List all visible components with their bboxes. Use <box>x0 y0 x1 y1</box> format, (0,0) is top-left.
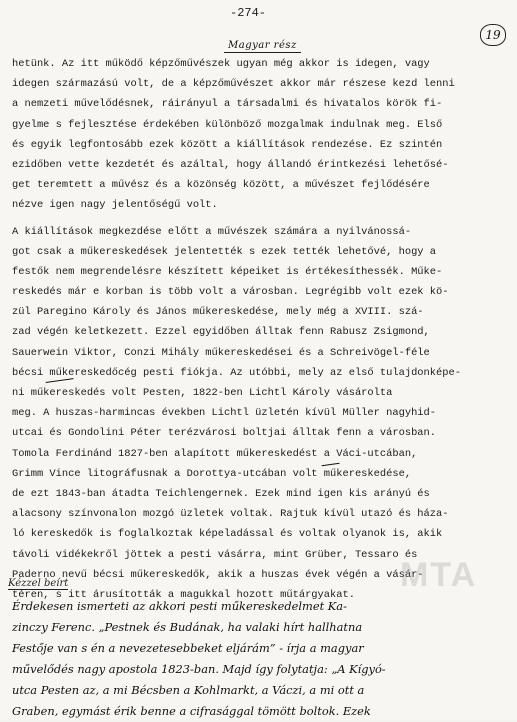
text-line: zad végén keletkezett. Ezzel egyidőben álltak fenn Rabusz Zsigmond, <box>12 326 430 339</box>
text-line: alacsony színvonalon mozgó üzletek voltak. Rajtuk kívül utazó és háza- <box>12 508 449 521</box>
handwritten-line: zinczy Ferenc. „Pestnek és Budának, ha valaki hírt hallhatna <box>12 620 363 634</box>
folio-number: 19 <box>480 24 506 46</box>
handwritten-line: művelődés nagy apostola 1823-ban. Majd így folytatja: „A Kígyó- <box>12 662 386 676</box>
text-line: gyelme s fejlesztése érdekében különböző mozgalmak indulnak meg. Első <box>12 118 443 131</box>
text-line: nézve igen nagy jelentőségű volt. <box>12 199 218 212</box>
handwritten-line: utca Pesten az, a mi Bécsben a Kohlmarkt, a Váczi, a mi ott a <box>12 683 365 697</box>
text-line: ló kereskedők is foglalkoztak képeladással és voltak olyanok is, akik <box>12 528 443 541</box>
text-line: meg. A huszas-harmincas években Lichtl üzletén kívül Müller nagyhid- <box>12 407 437 420</box>
page-number: -274- <box>230 6 267 20</box>
handwritten-line: Graben, egymást érik benne a cifrasággal tömött boltok. Ezek <box>12 704 371 718</box>
handwritten-text-block <box>12 596 508 722</box>
text-line: Paderno nevű bécsi műkereskedők, akik a huszas évek végén a vásár- <box>12 568 424 581</box>
typed-text-block <box>12 54 507 605</box>
text-line: Sauerwein Viktor, Conzi Mihály műkereskedései és a Schreivögel-féle <box>12 346 430 359</box>
text-line: reskedés már e korban is több volt a városban. Legrégibb volt ezek kö- <box>12 286 449 299</box>
text-line: festők nem megrendelésre készített képeiket is értékesíthessék. Műke- <box>12 265 443 278</box>
text-line: de ezt 1843-ban átadta Teichlengernek. Ezek mind igen kis arányú és <box>12 487 430 500</box>
text-line: Grimm Vince litográfusnak a Dorottya-utcában volt műkereskedése, <box>12 467 412 480</box>
text-line: utcai és Gondolini Péter terézvárosi boltjai álltak fenn a városban. <box>12 427 437 440</box>
text-line: hetünk. Az itt működő képzőművészek ugyan még akkor is idegen, vagy <box>12 58 430 70</box>
text-line: get teremtett a művész és a közönség között, a művészet fejlődésére <box>12 179 430 192</box>
text-line: idegen származású volt, de a képzőművészet akkor már részese kezd lenni <box>12 78 455 91</box>
text-line: got csak a műkereskedések jelentették s ezek tették lehetővé, hogy a <box>12 245 437 258</box>
text-line: téren, s itt árusították a magukkal hozott műtárgyakat. <box>12 588 355 601</box>
text-line: és egyik legfontosább ezek között a kiállítások rendezése. Ez szintén <box>12 138 443 151</box>
text-line: zül Paregino Károly és János műkereskedése, mely még a XVIII. szá- <box>12 306 424 319</box>
text-line: Tomola Ferdinánd 1827-ben alapított műkereskedést a Váci-utcában, <box>12 447 418 460</box>
margin-note: Magyar rész <box>228 40 297 51</box>
text-line: ezidőben vette kezdetét és azáltal, hogy állandó érintkezési lehetősé- <box>12 158 449 171</box>
text-line: bécsi műkereskedőcég pesti fiókja. Az utóbbi, mely az első tulajdonképe- <box>12 366 461 379</box>
watermark: MTA <box>400 556 478 594</box>
text-line: távoli vidékekről jöttek a pesti vásárra, mint Grüber, Tessaro és <box>12 548 418 561</box>
text-line: ni műkereskedés volt Pesten, 1822-ben Lichtl Károly vásárolta <box>12 387 393 399</box>
handwritten-line: Érdekesen ismerteti az akkori pesti műkereskedelmet Ka- <box>12 599 347 613</box>
text-line: A kiállítások megkezdése előtt a művészek számára a nyilvánossá- <box>12 225 412 238</box>
handwritten-label: Kézzel beírt <box>8 578 69 589</box>
handwritten-line: Festője van s én a nevezetesebbeket eljárám” - írja a magyar <box>12 641 364 655</box>
text-line: a nemzeti művelődésnek, ráirányul a társadalmi és hivatalos körök fi- <box>12 98 443 111</box>
